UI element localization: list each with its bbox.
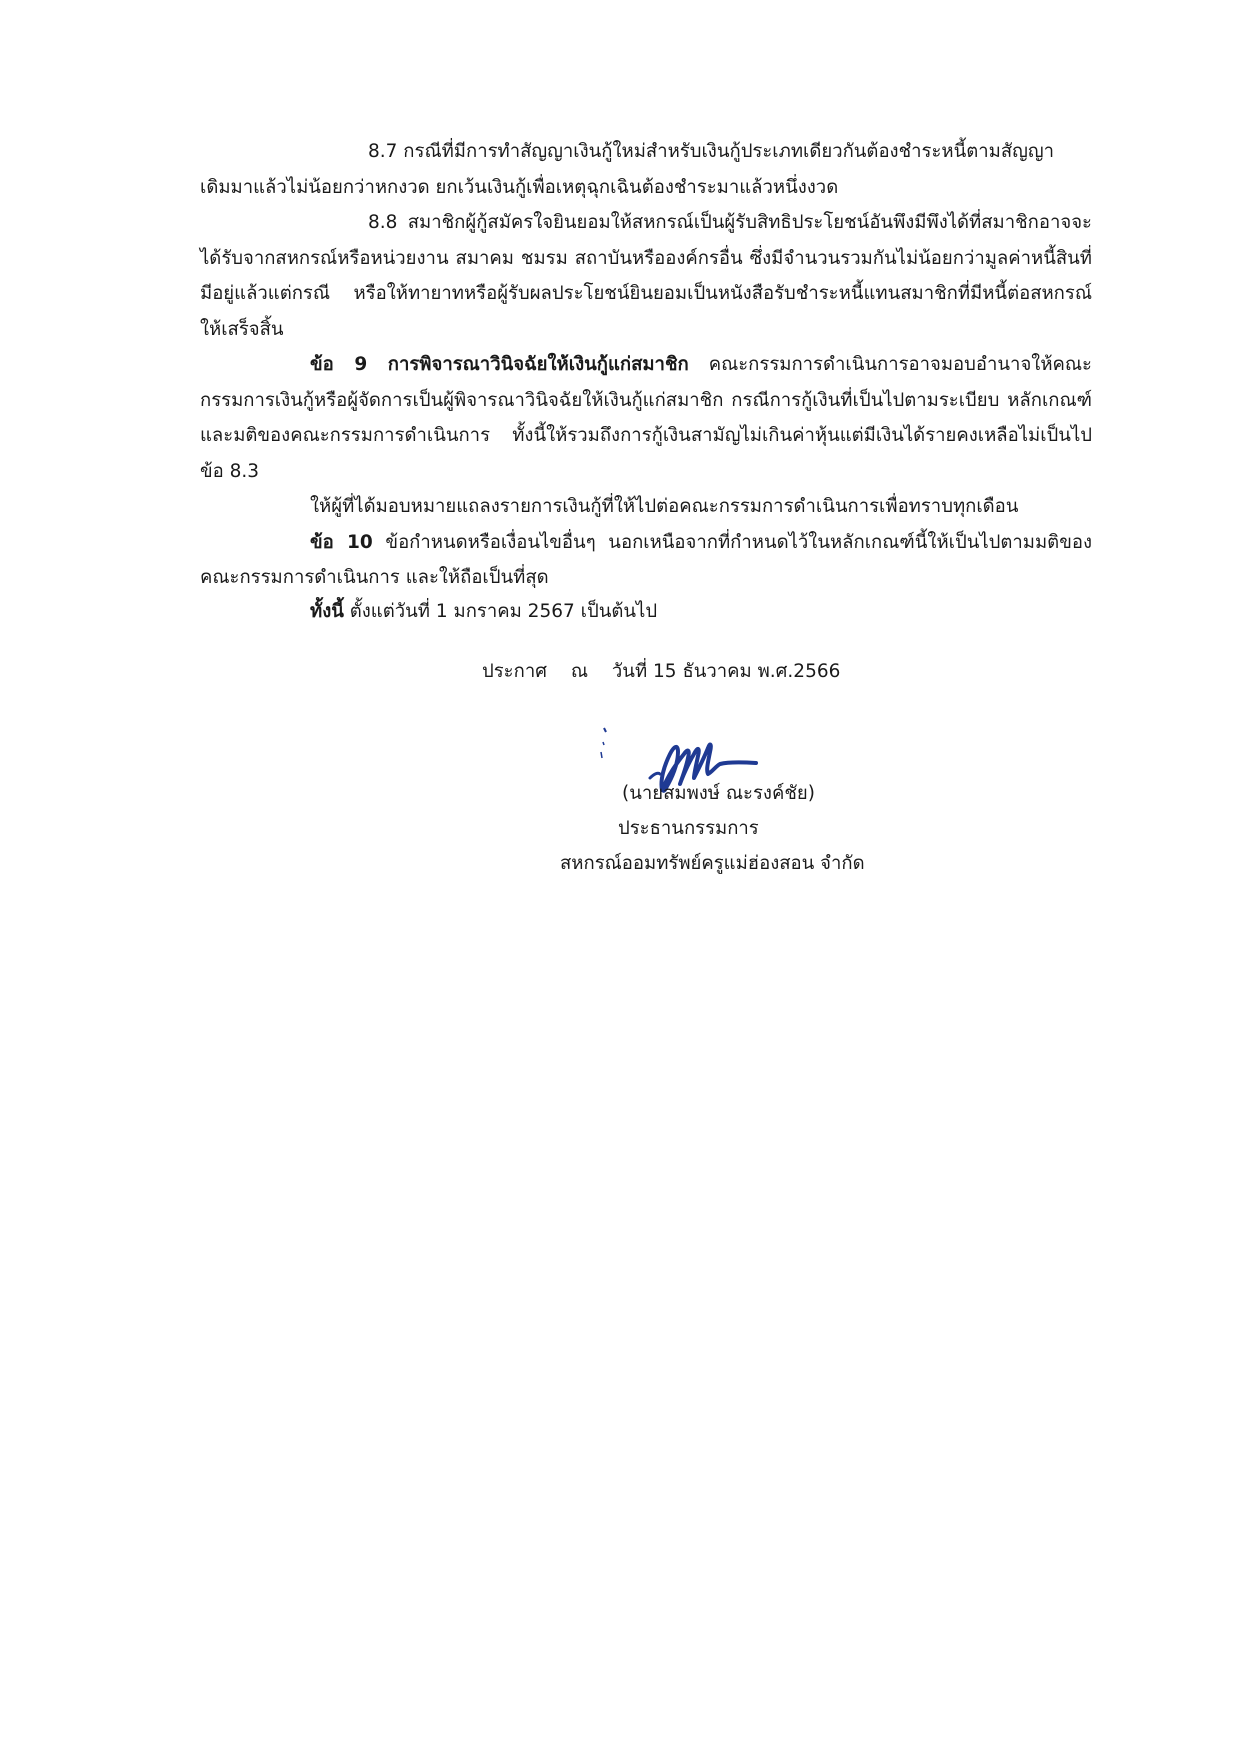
announce-label: ประกาศ [482, 661, 547, 682]
clause-9-report: ให้ผู้ที่ได้มอบหมายแถลงรายการเงินกู้ที่ให้ไปต่อคณะกรรมการดำเนินการเพื่อทราบทุกเดือน [310, 496, 1019, 517]
clause-8-7-line-2: เดิมมาแล้วไม่น้อยกว่าหกงวด ยกเว้นเงินกู้เพื่อเหตุฉุกเฉินต้องชำระมาแล้วหนึ่งงวด [200, 176, 839, 198]
signer-position: ประธานกรรมการ [618, 818, 759, 839]
clause-9 [200, 347, 1092, 489]
effective-text: ตั้งแต่วันที่ 1 มกราคม 2567 เป็นต้นไป [343, 601, 658, 622]
clause-10-body: ข้อกำหนดหรือเงื่อนไขอื่นๆ นอกเหนือจากที่กำหนดไว้ในหลักเกณฑ์นี้ให้เป็นไปตามมติของคณะกรรมการดำเนินการ และให้ถือเป็นที่สุด [200, 531, 1092, 588]
clause-8-7-continued [200, 170, 1092, 206]
clause-8-8: 8.8 สมาชิกผู้กู้สมัครใจยินยอมให้สหกรณ์เป็นผู้รับสิทธิประโยชน์อันพึงมีพึงได้ที่สมาชิกอาจจะได้รับจากสหกรณ์หรือหน่วยงาน สมาคม ชมรม สถาบันหรือองค์กรอื่น ซึ่งมีจำนวนรวมกันไม่น้อยกว่ามูลค่าหนี้สินที่มีอยู่แล้วแต่กรณี หรือให้ทายาทหรือผู้รับผลประโยชน์ยินยอมเป็นหนังสือรับชำระหนี้แทนสมาชิกที่มีหนี้ต่อสหกรณ์ให้เสร็จสิ้น [200, 212, 1092, 340]
clause-8-7 [200, 134, 1092, 170]
clause-9-heading: ข้อ 9 การพิจารณาวินิจฉัยให้เงินกู้แก่สมาชิก [310, 354, 689, 375]
clause-9-body: คณะกรรมการดำเนินการอาจมอบอำนาจให้คณะกรรมการเงินกู้หรือผู้จัดการเป็นผู้พิจารณาวินิจฉัยให้เงินกู้แก่สมาชิก กรณีการกู้เงินที่เป็นไปตามระเบียบ หลักเกณฑ์ และมติของคณะกรรมการดำเนินการ ทั้งนี้ให้รวมถึงการกู้เงินสามัญไม่เกินค่าหุ้นแต่มีเงินได้รายคงเหลือไม่เป็นไปข้อ 8.3 [200, 354, 1092, 482]
signer-organization: สหกรณ์ออมทรัพย์ครูแม่ฮ่องสอน จำกัด [560, 853, 865, 874]
clause-10 [200, 525, 1092, 596]
announcement-date [482, 656, 858, 688]
clause-10-heading: ข้อ 10 [310, 531, 373, 553]
announce-at: ณ [570, 661, 589, 682]
clause-8-7-line-1: 8.7 กรณีที่มีการทำสัญญาเงินกู้ใหม่สำหรับเงินกู้ประเภทเดียวกันต้องชำระหนี้ตามสัญญา [368, 141, 1055, 162]
effective-label: ทั้งนี้ [310, 601, 344, 622]
signer-block [560, 776, 890, 881]
announce-date: วันที่ 15 ธันวาคม พ.ศ.2566 [611, 661, 841, 682]
signer-name: (นายสมพงษ์ ณะรงค์ชัย) [622, 783, 815, 804]
effective-date [310, 596, 657, 628]
document-body [200, 134, 1092, 596]
